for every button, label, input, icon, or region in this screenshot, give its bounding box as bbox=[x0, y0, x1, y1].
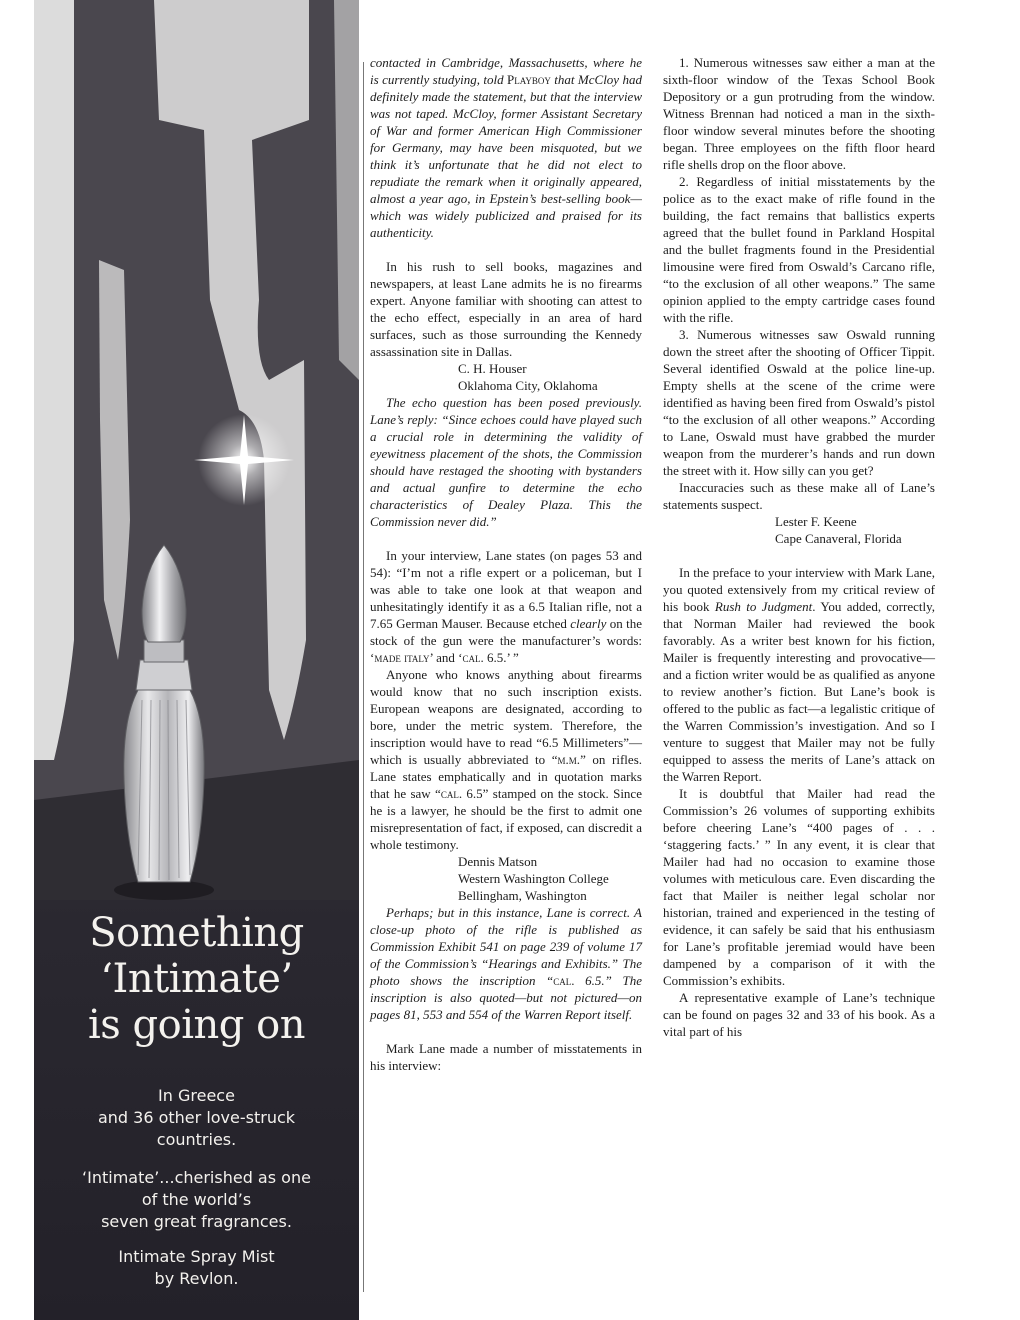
ad-headline-line-2: ‘Intimate’ bbox=[100, 956, 293, 1002]
text-run: made italy bbox=[374, 650, 430, 665]
ad-tagline-line: seven great fragrances. bbox=[101, 1212, 292, 1231]
text-run: In the preface to your interview with Mark Lane, you quoted extensively from my critical review of his book bbox=[663, 565, 935, 614]
text-run: that McCloy had definitely made the statement, but that the interview was not taped. McCloy, former Assistant Secretary of War and former American High Commissioner for Germany, may have been misquoted, but we think it’s unfortunate that he did not elect to repudiate the remark when it originally appeared, almost a year ago, in Epstein’s best-selling book—which was widely publicized and praised for its authenticity. bbox=[370, 72, 642, 240]
letter-signature-place: Cape Canaveral, Florida bbox=[775, 531, 902, 546]
text-run: In your interview, Lane states (on pages 53 and 54): “I’m not a rifle expert or a policeman, but I was able to take one look at that weapon and unhesitatingly identify it as a 6.5 Italian rifle, not a 7.65 German Mauser. Because etched bbox=[370, 548, 642, 631]
text-run: Anyone who knows anything about firearms would know that no such inscription exists. European weapons are designated, according to bore, under the metric system. Therefore, the inscription would have to read “6.5 Millimeters”—which is usually abbreviated to “ bbox=[370, 667, 642, 767]
letter-signature-name: Lester F. Keene bbox=[775, 514, 857, 529]
text-run: on the stock of the gun were the manufacturer’s words: ‘ bbox=[370, 616, 642, 665]
ad-product-name bbox=[34, 1246, 359, 1290]
letter-signature-name: C. H. Houser bbox=[458, 361, 527, 376]
numbered-point-2: 2. Regardless of initial misstatements by the police as to the exact make of rifle found in the building, the fact remains that ballistics experts agreed that the bullet found in Parkland Hospital and the bullet fragments found in the Presidential limousine were fired from Oswald’s Carcano rifle, “to the exclusion of all other weapons.” The same opinion applied to the empty cartridge cases found with the rifle. bbox=[663, 174, 935, 325]
letter-paragraph bbox=[370, 547, 642, 666]
letter-paragraph: Inaccuracies such as these make all of Lane’s statements suspect. bbox=[663, 480, 935, 512]
text-run: cal. bbox=[440, 786, 463, 801]
ad-tagline-line: and 36 other love-struck bbox=[97, 1108, 296, 1127]
ad-headline-line-3: is going on bbox=[88, 1002, 305, 1048]
spacer bbox=[370, 530, 642, 547]
text-run: contacted in Cambridge, Massachusetts, where he is currently studying, told bbox=[370, 55, 642, 87]
text-run: cal. bbox=[553, 973, 575, 988]
editor-reply-paragraph bbox=[370, 904, 642, 1023]
ad-product-line: by Revlon. bbox=[154, 1269, 239, 1288]
ad-tagline-line: countries. bbox=[156, 1130, 237, 1149]
text-run: 6.5.” The inscription is also quoted—but not pictured—on pages 81, 553 and 554 of the Warren Report itself. bbox=[370, 973, 642, 1022]
spacer bbox=[370, 1023, 642, 1040]
text-run: cal. bbox=[462, 650, 484, 665]
letter-paragraph: A representative example of Lane’s technique can be found on pages 32 and 33 of his book. As a vital part of his bbox=[663, 990, 935, 1039]
letter-paragraph: Mark Lane made a number of misstatements in his interview: bbox=[370, 1041, 642, 1073]
column-divider bbox=[363, 62, 364, 1292]
ad-tagline-line: of the world’s bbox=[141, 1190, 252, 1209]
editor-reply-paragraph bbox=[370, 54, 642, 241]
letter-paragraph: In his rush to sell books, magazines and newspapers, at least Lane admits he is no firearms expert. Anyone familiar with shooting can attest to the echo effect, especially in an area of hard surfaces, such as those surrounding the Kennedy assassination site in Dallas. bbox=[370, 259, 642, 359]
letters-column-2 bbox=[663, 54, 935, 1040]
numbered-point-3: 3. Numerous witnesses saw Oswald running down the street after the shooting of Officer Tippit. Several identified Oswald at the police line-up. Empty shells at the scene of the crime were identified as having been fired from Oswald’s pistol “to the exclusion of all other weapons.” According to Lane, Oswald must have grabbed the murder weapon from the murderer’s hands and run down the street with it. How silly can you get? bbox=[663, 327, 935, 478]
book-title: Rush to Judgment bbox=[714, 599, 813, 614]
revlon-advertisement bbox=[34, 0, 359, 1320]
spacer bbox=[370, 241, 642, 258]
letters-column-1 bbox=[370, 54, 642, 1074]
spacer bbox=[663, 547, 935, 564]
letter-paragraph bbox=[663, 564, 935, 785]
numbered-point-1: 1. Numerous witnesses saw either a man at the sixth-floor window of the Texas School Book Depository or a gun protruding from the window. Witness Brennan had noticed a man in the sixth-floor window several minutes before the shooting began. Three employees on the fifth floor heard rifle shells drop on the floor above. bbox=[663, 55, 935, 172]
ad-tagline-line: In Greece bbox=[158, 1086, 235, 1105]
ad-tagline-line: ‘Intimate’...cherished as one bbox=[82, 1168, 311, 1187]
letter-signature-org: Western Washington College bbox=[458, 871, 609, 886]
ad-tagline-fragrances bbox=[34, 1167, 359, 1233]
ad-headline-line-1: Something bbox=[89, 910, 304, 956]
letter-signature-place: Bellingham, Washington bbox=[458, 888, 587, 903]
text-run: m.m. bbox=[557, 752, 581, 767]
ad-product-line: Intimate Spray Mist bbox=[118, 1247, 275, 1266]
text-run: . You added, correctly, that Norman Mailer had reviewed the book favorably. As a writer best known for his fiction, Mailer is frequently interesting and provocative—and a fiction writer would be as qualified as anyone to review another’s fiction. But Lane’s book is offered to the public as fact—a legalistic critique of the Warren Commission’s investigation. And so I venture to suggest that Mailer may not be fully equipped to assess the merits of Lane’s attack on the Warren Report. bbox=[663, 599, 936, 784]
magazine-name: Playboy bbox=[506, 72, 551, 87]
ad-tagline-countries bbox=[34, 1085, 359, 1151]
text-run: Perhaps; but in this instance, Lane is correct. A close-up photo of the rifle is published as Commission Exhibit 541 on page 239 of volume 17 of the Commission’s “Hearings and Exhibits.” The photo shows the inscription “ bbox=[370, 905, 642, 988]
letter-signature-name: Dennis Matson bbox=[458, 854, 538, 869]
perfume-bottle-illustration bbox=[34, 0, 359, 900]
text-run: ’ and ‘ bbox=[429, 650, 463, 665]
text-run: 6.5.’ ” bbox=[483, 650, 519, 665]
editor-reply-paragraph: The echo question has been posed previously. Lane’s reply: “Since echoes could have played such a crucial role in determining the validity of eyewitness placement of the shots, the Commission should have restaged the shooting with bystanders and actual gunfire to determine the echo characteristics of Dealey Plaza. This the Commission never did.” bbox=[370, 395, 642, 529]
letter-paragraph: It is doubtful that Mailer had read the Commission’s 26 volumes of supporting exhibits before cheering Lane’s “400 pages of . . . ‘staggering facts.’ ” In any event, it is clear that Mailer had had no occasion to examine those volumes with meticulous care. Even discarding the fact that Mailer is neither legal scholar nor historian, trained and experienced in the testing of evidence, it can safely be said that his enthusiasm for Lane’s profitable jeremiad would have been dampened by a comparison of it with the Commission’s exhibits. bbox=[663, 786, 935, 988]
letter-signature-place: Oklahoma City, Oklahoma bbox=[458, 378, 598, 393]
text-run: clearly bbox=[570, 616, 607, 631]
text-run: ” on rifles. Lane states emphatically and in quotation marks that he saw “ bbox=[370, 752, 643, 801]
letter-paragraph bbox=[370, 666, 642, 853]
ad-headline bbox=[34, 910, 359, 1048]
text-run: 6.5” stamped on the stock. Since he is a lawyer, he should be the first to admit one misrepresentation of fact, if exposed, can discredit a whole testimony. bbox=[370, 786, 642, 852]
